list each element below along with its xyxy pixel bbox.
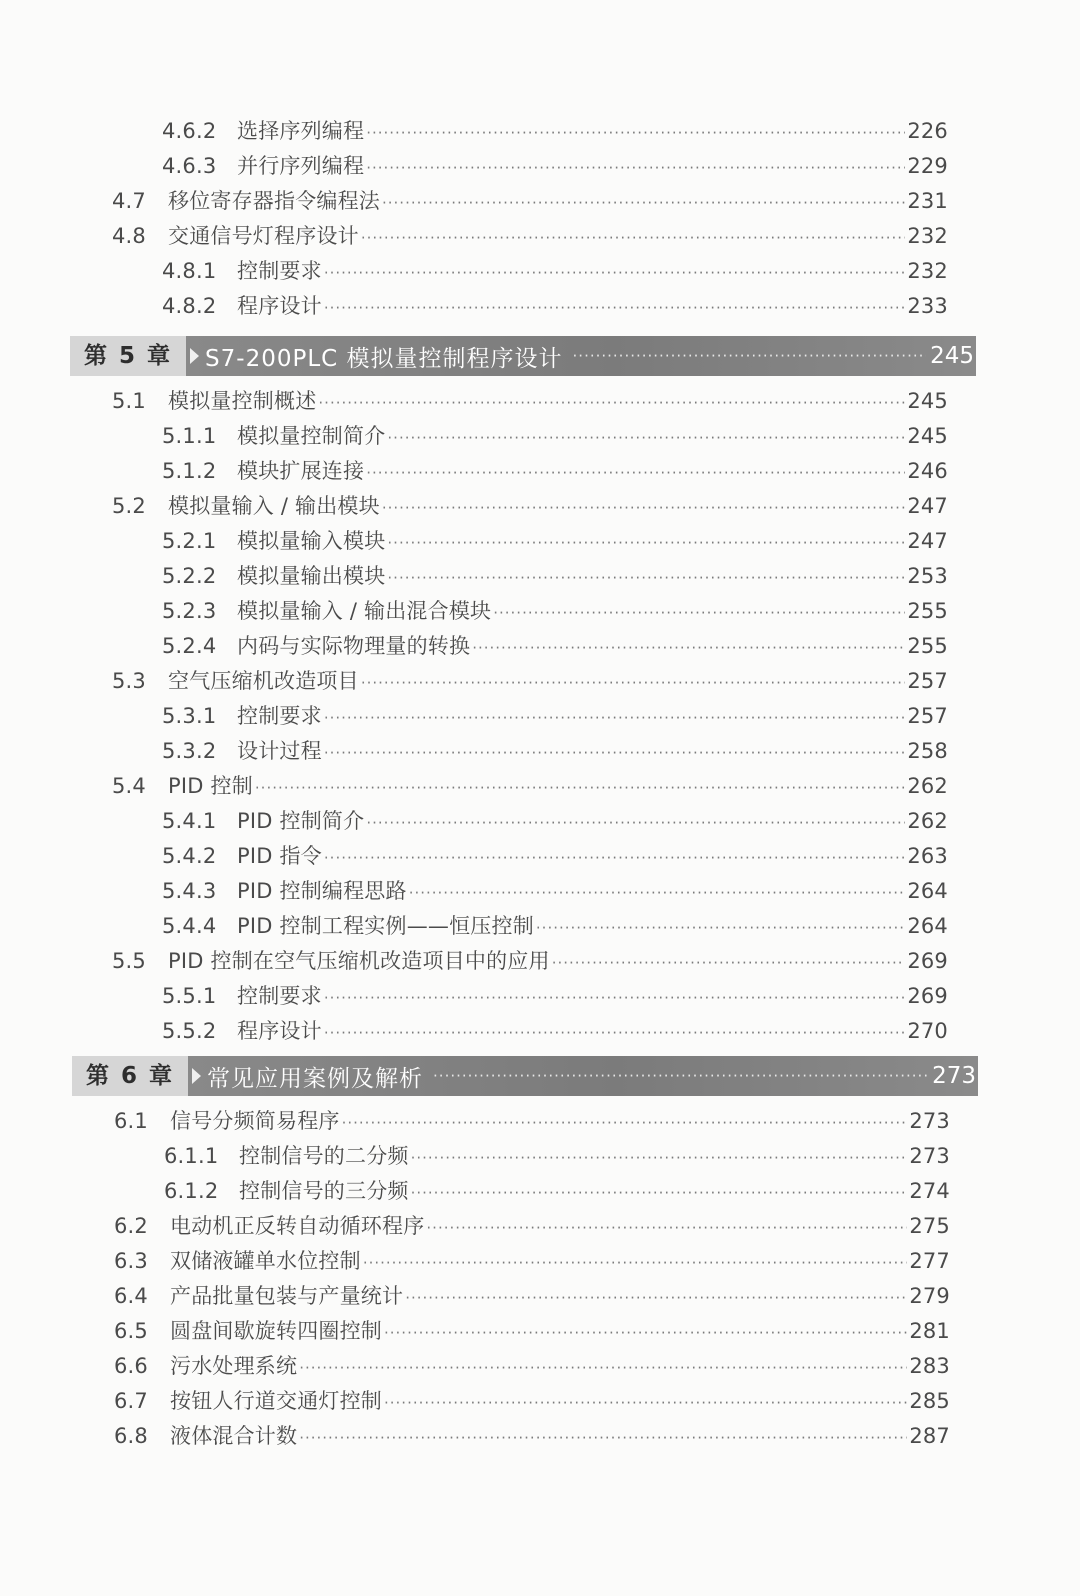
entry-number: 5.1.1 (162, 424, 217, 448)
entry-title: 选择序列编程 (237, 119, 365, 143)
entry-title: 电动机正反转自动循环程序 (170, 1214, 425, 1238)
toc-entry[interactable] (112, 385, 948, 419)
toc-entry[interactable] (112, 185, 948, 219)
entry-title: 污水处理系统 (170, 1354, 298, 1378)
dot-leader (324, 849, 905, 867)
entry-title: 模拟量控制简介 (237, 424, 386, 448)
entry-number: 5.2.2 (162, 564, 217, 588)
chapter-5-heading[interactable] (70, 336, 976, 376)
chapter-tag: 第 6 章 (72, 1056, 188, 1096)
dot-leader (299, 1359, 907, 1377)
chapter-tag: 第 5 章 (70, 336, 186, 376)
toc-entry[interactable] (114, 1210, 950, 1244)
entry-number: 5.4.3 (162, 879, 217, 903)
chapter-6-heading[interactable] (72, 1056, 978, 1096)
entry-title: 模块扩展连接 (237, 459, 365, 483)
entry-page: 257 (907, 669, 948, 693)
toc-entry[interactable] (164, 1175, 950, 1209)
toc-entry[interactable] (162, 910, 948, 944)
dot-leader (433, 1067, 928, 1085)
dot-leader (387, 569, 905, 587)
entry-page: 247 (907, 529, 948, 553)
toc-entry[interactable] (114, 1105, 950, 1139)
dot-leader (342, 1114, 908, 1132)
dot-leader (324, 709, 906, 727)
dot-leader (324, 264, 906, 282)
entry-title: 程序设计 (237, 1019, 322, 1043)
dot-leader (318, 394, 905, 412)
entry-number: 5.2.4 (162, 634, 217, 658)
entry-number: 4.8.1 (162, 259, 217, 283)
entry-number: 5.1.2 (162, 459, 217, 483)
entry-page: 281 (909, 1319, 950, 1343)
dot-leader (384, 1394, 907, 1412)
entry-page: 269 (907, 984, 948, 1008)
toc-entry[interactable] (114, 1350, 950, 1384)
entry-page: 277 (909, 1249, 950, 1273)
entry-number: 6.5 (114, 1319, 148, 1343)
dot-leader (472, 639, 905, 657)
entry-title: 按钮人行道交通灯控制 (170, 1389, 382, 1413)
entry-number: 4.8.2 (162, 294, 217, 318)
entry-number: 5.4.2 (162, 844, 217, 868)
entry-title: PID 控制工程实例——恒压控制 (237, 914, 534, 938)
entry-title: 并行序列编程 (237, 154, 365, 178)
toc-entry[interactable] (162, 595, 948, 629)
entry-number: 5.5 (112, 949, 146, 973)
entry-title: PID 控制编程思路 (237, 879, 407, 903)
entry-number: 6.1.2 (164, 1179, 219, 1203)
entry-number: 6.4 (114, 1284, 148, 1308)
triangle-arrow-icon (192, 1068, 201, 1084)
toc-entry[interactable] (162, 560, 948, 594)
dot-leader (382, 499, 905, 517)
entry-title: PID 指令 (237, 844, 322, 868)
entry-page: 262 (907, 809, 948, 833)
toc-entry[interactable] (112, 665, 948, 699)
dot-leader (324, 989, 906, 1007)
entry-page: 274 (909, 1179, 950, 1203)
toc-entry[interactable] (162, 840, 948, 874)
dot-leader (426, 1219, 907, 1237)
entry-title: 空气压缩机改造项目 (168, 669, 359, 693)
entry-page: 273 (909, 1109, 950, 1133)
entry-title: 模拟量输入 / 输出模块 (168, 494, 380, 518)
toc-entry[interactable] (162, 455, 948, 489)
dot-leader (361, 674, 906, 692)
entry-page: 231 (907, 189, 948, 213)
dot-leader (363, 1254, 908, 1272)
entry-number: 5.2.3 (162, 599, 217, 623)
entry-title: 产品批量包装与产量统计 (170, 1284, 404, 1308)
entry-title: 模拟量输入模块 (237, 529, 386, 553)
entry-number: 5.3.2 (162, 739, 217, 763)
entry-page: 253 (907, 564, 948, 588)
entry-number: 4.6.2 (162, 119, 217, 143)
entry-page: 264 (907, 914, 948, 938)
entry-title: PID 控制在空气压缩机改造项目中的应用 (168, 949, 550, 973)
dot-leader (299, 1429, 907, 1447)
toc-entry[interactable] (114, 1420, 950, 1454)
entry-page: 275 (909, 1214, 950, 1238)
entry-title: 交通信号灯程序设计 (168, 224, 359, 248)
chapter-title: 常见应用案例及解析 (207, 1065, 424, 1092)
chapter-title: S7-200PLC 模拟量控制程序设计 (205, 345, 563, 372)
toc-entry[interactable] (164, 1140, 950, 1174)
dot-leader (324, 1024, 906, 1042)
entry-page: 232 (907, 224, 948, 248)
entry-title: 控制要求 (237, 984, 322, 1008)
toc-entry[interactable] (114, 1385, 950, 1419)
dot-leader (361, 229, 906, 247)
entry-number: 5.1 (112, 389, 146, 413)
entry-page: 229 (907, 154, 948, 178)
entry-page: 258 (907, 739, 948, 763)
toc-entry[interactable] (114, 1315, 950, 1349)
chapter-page: 245 (930, 343, 974, 369)
entry-title: 内码与实际物理量的转换 (237, 634, 471, 658)
entry-number: 6.8 (114, 1424, 148, 1448)
dot-leader (324, 299, 906, 317)
entry-number: 5.4.4 (162, 914, 217, 938)
dot-leader (324, 744, 906, 762)
dot-leader (366, 124, 905, 142)
toc-entry[interactable] (162, 150, 948, 184)
entry-number: 6.2 (114, 1214, 148, 1238)
entry-number: 4.6.3 (162, 154, 217, 178)
toc-entry[interactable] (162, 630, 948, 664)
dot-leader (387, 534, 905, 552)
dot-leader (493, 604, 905, 622)
entry-title: PID 控制简介 (237, 809, 365, 833)
toc-entry[interactable] (114, 1280, 950, 1314)
entry-page: 247 (907, 494, 948, 518)
toc-entry[interactable] (112, 490, 948, 524)
entry-title: 控制信号的二分频 (239, 1144, 409, 1168)
entry-title: 圆盘间歇旋转四圈控制 (170, 1319, 382, 1343)
toc-entry[interactable] (162, 420, 948, 454)
entry-page: 233 (907, 294, 948, 318)
dot-leader (411, 1184, 908, 1202)
entry-page: 279 (909, 1284, 950, 1308)
entry-page: 287 (909, 1424, 950, 1448)
entry-number: 5.5.1 (162, 984, 217, 1008)
dot-leader (366, 464, 905, 482)
entry-page: 264 (907, 879, 948, 903)
entry-number: 5.2.1 (162, 529, 217, 553)
entry-number: 5.5.2 (162, 1019, 217, 1043)
entry-number: 6.3 (114, 1249, 148, 1273)
dot-leader (409, 884, 906, 902)
entry-title: 控制信号的三分频 (239, 1179, 409, 1203)
entry-title: 控制要求 (237, 704, 322, 728)
entry-number: 6.6 (114, 1354, 148, 1378)
dot-leader (387, 429, 905, 447)
toc-entry[interactable] (162, 735, 948, 769)
entry-page: 262 (907, 774, 948, 798)
dot-leader (552, 954, 906, 972)
entry-number: 6.1.1 (164, 1144, 219, 1168)
entry-page: 263 (907, 844, 948, 868)
dot-leader (382, 194, 905, 212)
dot-leader (536, 919, 905, 937)
toc-entry[interactable] (112, 945, 948, 979)
toc-entry[interactable] (112, 220, 948, 254)
entry-title: 控制要求 (237, 259, 322, 283)
entry-title: 信号分频简易程序 (170, 1109, 340, 1133)
dot-leader (255, 779, 905, 797)
toc-entry[interactable] (162, 1015, 948, 1049)
entry-title: 模拟量控制概述 (168, 389, 317, 413)
entry-page: 226 (907, 119, 948, 143)
toc-entry[interactable] (114, 1245, 950, 1279)
dot-leader (366, 814, 905, 832)
entry-page: 245 (907, 389, 948, 413)
toc-entry[interactable] (112, 770, 948, 804)
entry-page: 273 (909, 1144, 950, 1168)
entry-number: 5.4.1 (162, 809, 217, 833)
chapter-page: 273 (932, 1063, 976, 1089)
entry-page: 283 (909, 1354, 950, 1378)
entry-number: 5.3 (112, 669, 146, 693)
entry-number: 5.3.1 (162, 704, 217, 728)
dot-leader (411, 1149, 908, 1167)
entry-title: 设计过程 (237, 739, 322, 763)
toc-entry[interactable] (162, 115, 948, 149)
entry-title: PID 控制 (168, 774, 253, 798)
dot-leader (405, 1289, 907, 1307)
entry-number: 4.7 (112, 189, 146, 213)
entry-number: 5.4 (112, 774, 146, 798)
entry-page: 270 (907, 1019, 948, 1043)
entry-number: 6.1 (114, 1109, 148, 1133)
dot-leader (366, 159, 905, 177)
entry-title: 液体混合计数 (170, 1424, 298, 1448)
entry-page: 269 (907, 949, 948, 973)
dot-leader (573, 347, 927, 365)
entry-page: 255 (907, 599, 948, 623)
dot-leader (384, 1324, 907, 1342)
entry-number: 6.7 (114, 1389, 148, 1413)
toc-entry[interactable] (162, 255, 948, 289)
entry-page: 246 (907, 459, 948, 483)
entry-title: 模拟量输出模块 (237, 564, 386, 588)
entry-title: 双储液罐单水位控制 (170, 1249, 361, 1273)
toc-entry[interactable] (162, 805, 948, 839)
toc-entry[interactable] (162, 980, 948, 1014)
entry-page: 245 (907, 424, 948, 448)
entry-page: 232 (907, 259, 948, 283)
triangle-arrow-icon (190, 348, 199, 364)
entry-title: 程序设计 (237, 294, 322, 318)
entry-title: 模拟量输入 / 输出混合模块 (237, 599, 492, 623)
entry-number: 4.8 (112, 224, 146, 248)
entry-page: 257 (907, 704, 948, 728)
entry-page: 255 (907, 634, 948, 658)
entry-number: 5.2 (112, 494, 146, 518)
toc-entry[interactable] (162, 525, 948, 559)
entry-page: 285 (909, 1389, 950, 1413)
toc-entry[interactable] (162, 290, 948, 324)
toc-entry[interactable] (162, 700, 948, 734)
toc-entry[interactable] (162, 875, 948, 909)
entry-title: 移位寄存器指令编程法 (168, 189, 380, 213)
